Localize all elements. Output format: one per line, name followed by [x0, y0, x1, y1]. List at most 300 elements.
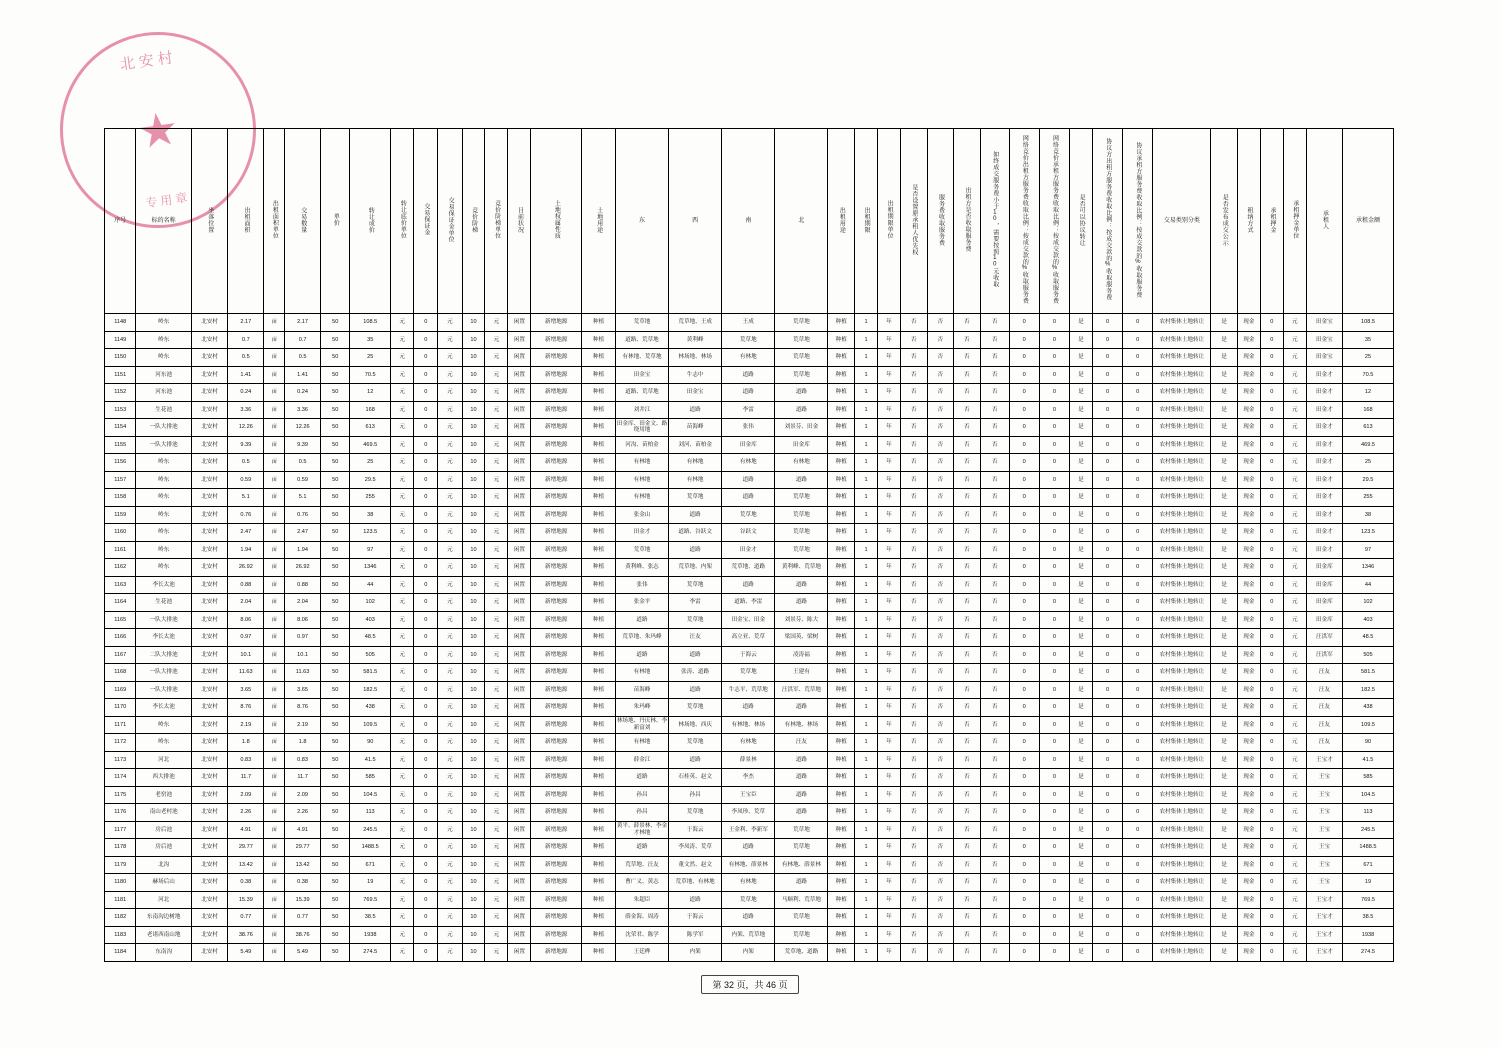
- cell-lease_term: 1: [855, 926, 878, 944]
- land-lease-table-wrapper: [104, 128, 1394, 962]
- cell-agree_lessee_ratio: 0: [1123, 646, 1153, 664]
- cell-east: 孙昌: [615, 786, 668, 804]
- cell-bid_step_unit: 元: [485, 454, 508, 472]
- cell-deposit_amt_unit: 元: [1283, 489, 1306, 507]
- cell-trade_qty: 3.36: [284, 401, 320, 419]
- cell-bid_step_unit: 元: [485, 436, 508, 454]
- cell-land_use: 种植: [582, 419, 616, 437]
- cell-north: 道路: [775, 576, 828, 594]
- cell-seq: 1153: [105, 401, 136, 419]
- cell-deposit_amt: 0: [1260, 891, 1283, 909]
- cell-agree_lessee_ratio: 0: [1123, 664, 1153, 682]
- cell-service_fee: 否: [927, 839, 954, 857]
- cell-priority: 否: [900, 384, 927, 402]
- cell-publicity: 是: [1211, 366, 1238, 384]
- cell-deposit: 0: [414, 664, 438, 682]
- cell-south: 有林地: [722, 874, 775, 892]
- cell-name: 李长太池: [136, 629, 192, 647]
- cell-can_transfer: 是: [1070, 489, 1093, 507]
- cell-net_bid_lessor_ratio: 0: [1009, 839, 1039, 857]
- cell-final_fee: 否: [980, 909, 1009, 927]
- cell-net_bid_lessee_ratio: 0: [1039, 331, 1069, 349]
- cell-bid_step: 10: [462, 559, 485, 577]
- cell-current_status: 闲置: [508, 856, 531, 874]
- cell-lessor_fee: 否: [954, 436, 981, 454]
- cell-deposit_amt_unit: 元: [1283, 891, 1306, 909]
- cell-transfer_price: 104.5: [350, 786, 391, 804]
- cell-can_transfer: 是: [1070, 856, 1093, 874]
- cell-final_fee: 否: [980, 734, 1009, 752]
- cell-bid_step_unit: 元: [485, 664, 508, 682]
- cell-south: 荒草地: [722, 891, 775, 909]
- cell-net_bid_lessor_ratio: 0: [1009, 891, 1039, 909]
- cell-transfer_price_unit: 元: [391, 594, 414, 612]
- cell-name: 老诸西南山地: [136, 926, 192, 944]
- cell-trade_qty: 0.83: [284, 751, 320, 769]
- cell-pay_method: 现金: [1237, 419, 1260, 437]
- cell-transfer_price: 438: [350, 699, 391, 717]
- cell-lease_term: 1: [855, 891, 878, 909]
- table-row: [105, 769, 1394, 787]
- cell-deposit_unit: 元: [438, 699, 462, 717]
- cell-east: 苗海峰: [615, 681, 668, 699]
- cell-bid_step_unit: 元: [485, 489, 508, 507]
- col-header-label: 南: [745, 217, 752, 224]
- cell-lessor_fee: 否: [954, 331, 981, 349]
- cell-lease_use: 种植: [828, 576, 855, 594]
- cell-net_bid_lessor_ratio: 0: [1009, 804, 1039, 822]
- cell-lessee: 田金库: [1306, 611, 1342, 629]
- col-header-label: 出租用途: [838, 206, 845, 233]
- cell-deposit: 0: [414, 751, 438, 769]
- cell-deposit_unit: 元: [438, 419, 462, 437]
- cell-transfer_price: 97: [350, 541, 391, 559]
- cell-net_bid_lessee_ratio: 0: [1039, 576, 1069, 594]
- table-row: [105, 349, 1394, 367]
- col-header-can_transfer: [1070, 129, 1093, 314]
- cell-area: 2.04: [228, 594, 264, 612]
- cell-transfer_price_unit: 元: [391, 646, 414, 664]
- cell-trade_qty: 11.63: [284, 664, 320, 682]
- cell-current_status: 闲置: [508, 541, 531, 559]
- cell-land_right: 新增地源: [531, 349, 582, 367]
- cell-area: 8.76: [228, 699, 264, 717]
- cell-deposit_amt_unit: 元: [1283, 419, 1306, 437]
- cell-north: 道路: [775, 804, 828, 822]
- cell-south: 有林地: [722, 734, 775, 752]
- cell-area_unit: 亩: [264, 646, 285, 664]
- cell-location: 北安村: [191, 681, 227, 699]
- cell-transfer_price_unit: 元: [391, 436, 414, 454]
- cell-south: 高立亚、荒草: [722, 629, 775, 647]
- cell-area: 2.09: [228, 786, 264, 804]
- seal-top-text: 北安村: [119, 49, 178, 74]
- cell-seq: 1151: [105, 366, 136, 384]
- cell-unit_price: 50: [321, 524, 350, 542]
- cell-land_right: 新增地源: [531, 909, 582, 927]
- cell-pay_method: 现金: [1237, 401, 1260, 419]
- cell-final_fee: 否: [980, 874, 1009, 892]
- cell-agree_lessor_ratio: 0: [1092, 699, 1122, 717]
- cell-trade_type: 农村集体土地转让: [1153, 314, 1211, 332]
- cell-service_fee: 否: [927, 681, 954, 699]
- cell-lease_term_unit: 年: [878, 716, 901, 734]
- cell-lease_use: 种植: [828, 629, 855, 647]
- cell-priority: 否: [900, 366, 927, 384]
- cell-net_bid_lessor_ratio: 0: [1009, 524, 1039, 542]
- cell-deposit_amt_unit: 元: [1283, 576, 1306, 594]
- cell-deposit: 0: [414, 436, 438, 454]
- cell-lessee: 王宝才: [1306, 891, 1342, 909]
- cell-deposit_amt_unit: 元: [1283, 454, 1306, 472]
- cell-area: 2.26: [228, 804, 264, 822]
- cell-land_right: 新增地源: [531, 664, 582, 682]
- cell-bid_step_unit: 元: [485, 471, 508, 489]
- cell-deposit_amt: 0: [1260, 909, 1283, 927]
- cell-north: 荒草地: [775, 839, 828, 857]
- cell-lessor_fee: 否: [954, 384, 981, 402]
- cell-seq: 1154: [105, 419, 136, 437]
- cell-lessor_fee: 否: [954, 419, 981, 437]
- cell-bid_step: 10: [462, 314, 485, 332]
- cell-deposit_unit: 元: [438, 594, 462, 612]
- cell-lease_term_unit: 年: [878, 751, 901, 769]
- cell-name: 西大排池: [136, 769, 192, 787]
- cell-transfer_price_unit: 元: [391, 559, 414, 577]
- cell-transfer_price: 108.5: [350, 314, 391, 332]
- cell-pay_method: 现金: [1237, 856, 1260, 874]
- cell-can_transfer: 是: [1070, 891, 1093, 909]
- cell-deposit: 0: [414, 611, 438, 629]
- cell-pay_method: 现金: [1237, 454, 1260, 472]
- cell-west: 道路、谷跃文: [669, 524, 722, 542]
- cell-transfer_price_unit: 元: [391, 751, 414, 769]
- cell-land_use: 种植: [582, 506, 616, 524]
- cell-area: 3.36: [228, 401, 264, 419]
- cell-service_fee: 否: [927, 331, 954, 349]
- cell-name: 岭东: [136, 524, 192, 542]
- cell-south: 荒草地: [722, 331, 775, 349]
- cell-north: 有林地: [775, 454, 828, 472]
- cell-lessee: 田金库: [1306, 594, 1342, 612]
- cell-lessee: 田金才: [1306, 524, 1342, 542]
- cell-service_fee: 否: [927, 926, 954, 944]
- cell-land_right: 新增地源: [531, 559, 582, 577]
- cell-transfer_price_unit: 元: [391, 821, 414, 839]
- cell-bid_step: 10: [462, 646, 485, 664]
- cell-priority: 否: [900, 524, 927, 542]
- cell-pay_method: 现金: [1237, 436, 1260, 454]
- cell-north: 马顺利、荒草地: [775, 891, 828, 909]
- cell-final_fee: 否: [980, 821, 1009, 839]
- cell-seq: 1165: [105, 611, 136, 629]
- cell-unit_price: 50: [321, 646, 350, 664]
- col-header-unit_price: [321, 129, 350, 314]
- cell-bid_step: 10: [462, 664, 485, 682]
- cell-west: 黄利峰: [669, 331, 722, 349]
- cell-net_bid_lessor_ratio: 0: [1009, 944, 1039, 962]
- cell-north: 荒草地、道路: [775, 944, 828, 962]
- cell-unit_price: 50: [321, 594, 350, 612]
- cell-south: 李凤珍、荒草: [722, 804, 775, 822]
- cell-publicity: 是: [1211, 576, 1238, 594]
- col-header-label: 出租方是否收取服务费: [964, 187, 970, 253]
- table-row: [105, 874, 1394, 892]
- cell-pay_method: 现金: [1237, 506, 1260, 524]
- cell-lease_use: 种植: [828, 839, 855, 857]
- cell-agree_lessee_ratio: 0: [1123, 559, 1153, 577]
- cell-south: 道路: [722, 576, 775, 594]
- cell-bid_step_unit: 元: [485, 629, 508, 647]
- col-header-transfer_price_unit: [391, 129, 414, 314]
- cell-publicity: 是: [1211, 611, 1238, 629]
- cell-final_fee: 否: [980, 804, 1009, 822]
- cell-agree_lessee_ratio: 0: [1123, 944, 1153, 962]
- cell-service_fee: 否: [927, 821, 954, 839]
- cell-deposit: 0: [414, 769, 438, 787]
- cell-deposit_amt: 0: [1260, 611, 1283, 629]
- cell-north: 有林地、林场: [775, 716, 828, 734]
- cell-lease_term_unit: 年: [878, 804, 901, 822]
- cell-deposit_unit: 元: [438, 716, 462, 734]
- cell-land_use: 种植: [582, 786, 616, 804]
- cell-land_use: 种植: [582, 331, 616, 349]
- star-icon: ★: [133, 101, 183, 159]
- cell-location: 北安村: [191, 401, 227, 419]
- cell-deposit: 0: [414, 681, 438, 699]
- col-header-label: 租纳方式: [1246, 206, 1252, 233]
- cell-deposit: 0: [414, 419, 438, 437]
- cell-lease_amount: 505: [1342, 646, 1393, 664]
- cell-trade_type: 农村集体土地转让: [1153, 751, 1211, 769]
- cell-north: 凌涛福: [775, 646, 828, 664]
- cell-net_bid_lessor_ratio: 0: [1009, 349, 1039, 367]
- cell-lease_amount: 769.5: [1342, 891, 1393, 909]
- col-header-land_use: [582, 129, 616, 314]
- cell-service_fee: 否: [927, 419, 954, 437]
- cell-bid_step: 10: [462, 681, 485, 699]
- cell-pay_method: 现金: [1237, 681, 1260, 699]
- cell-service_fee: 否: [927, 769, 954, 787]
- cell-land_right: 新增地源: [531, 646, 582, 664]
- cell-location: 北安村: [191, 541, 227, 559]
- cell-current_status: 闲置: [508, 559, 531, 577]
- cell-current_status: 闲置: [508, 436, 531, 454]
- cell-lease_term_unit: 年: [878, 611, 901, 629]
- cell-lease_term_unit: 年: [878, 856, 901, 874]
- cell-area_unit: 亩: [264, 384, 285, 402]
- cell-land_right: 新增地源: [531, 401, 582, 419]
- table-row: [105, 751, 1394, 769]
- cell-final_fee: 否: [980, 524, 1009, 542]
- cell-current_status: 闲置: [508, 331, 531, 349]
- cell-lease_term: 1: [855, 419, 878, 437]
- cell-land_use: 种植: [582, 401, 616, 419]
- cell-net_bid_lessor_ratio: 0: [1009, 769, 1039, 787]
- cell-agree_lessee_ratio: 0: [1123, 804, 1153, 822]
- col-header-label: 单价: [332, 213, 339, 227]
- cell-location: 北安村: [191, 436, 227, 454]
- col-header-label: 交易数量: [299, 206, 306, 233]
- cell-lessor_fee: 否: [954, 786, 981, 804]
- cell-north: 荒草地: [775, 489, 828, 507]
- cell-priority: 否: [900, 699, 927, 717]
- cell-east: 王廷桦: [615, 944, 668, 962]
- cell-deposit: 0: [414, 646, 438, 664]
- cell-agree_lessor_ratio: 0: [1092, 331, 1122, 349]
- cell-lease_term_unit: 年: [878, 331, 901, 349]
- cell-agree_lessor_ratio: 0: [1092, 471, 1122, 489]
- col-header-label: 目前状况: [516, 206, 523, 233]
- cell-west: 石桂英、赵文: [669, 769, 722, 787]
- cell-service_fee: 否: [927, 436, 954, 454]
- cell-publicity: 是: [1211, 646, 1238, 664]
- cell-deposit: 0: [414, 524, 438, 542]
- cell-service_fee: 否: [927, 944, 954, 962]
- cell-name: 岭东: [136, 541, 192, 559]
- cell-north: 道路: [775, 699, 828, 717]
- cell-deposit_amt_unit: 元: [1283, 594, 1306, 612]
- col-header-net_bid_lessee_ratio: [1039, 129, 1069, 314]
- cell-area_unit: 亩: [264, 734, 285, 752]
- cell-lease_term_unit: 年: [878, 366, 901, 384]
- cell-current_status: 闲置: [508, 471, 531, 489]
- cell-trade_qty: 15.39: [284, 891, 320, 909]
- cell-publicity: 是: [1211, 821, 1238, 839]
- cell-net_bid_lessor_ratio: 0: [1009, 489, 1039, 507]
- cell-area: 4.91: [228, 821, 264, 839]
- cell-name: 房后池: [136, 821, 192, 839]
- cell-deposit_amt: 0: [1260, 541, 1283, 559]
- cell-trade_type: 农村集体土地转让: [1153, 331, 1211, 349]
- cell-net_bid_lessor_ratio: 0: [1009, 681, 1039, 699]
- cell-land_use: 种植: [582, 471, 616, 489]
- cell-south: 李杰: [722, 769, 775, 787]
- cell-north: 道路: [775, 384, 828, 402]
- cell-bid_step: 10: [462, 366, 485, 384]
- cell-location: 北安村: [191, 384, 227, 402]
- cell-lease_amount: 38.5: [1342, 909, 1393, 927]
- cell-lessee: 田金宝: [1306, 314, 1342, 332]
- cell-deposit_amt: 0: [1260, 489, 1283, 507]
- cell-agree_lessor_ratio: 0: [1092, 524, 1122, 542]
- cell-bid_step_unit: 元: [485, 419, 508, 437]
- cell-deposit_amt: 0: [1260, 734, 1283, 752]
- cell-agree_lessee_ratio: 0: [1123, 349, 1153, 367]
- cell-agree_lessee_ratio: 0: [1123, 681, 1153, 699]
- cell-trade_qty: 38.76: [284, 926, 320, 944]
- cell-lease_term_unit: 年: [878, 576, 901, 594]
- cell-north: 荒草地: [775, 349, 828, 367]
- col-header-lease_use: [828, 129, 855, 314]
- cell-north: 道路: [775, 471, 828, 489]
- cell-seq: 1158: [105, 489, 136, 507]
- cell-lease_use: 种植: [828, 349, 855, 367]
- table-row: [105, 839, 1394, 857]
- cell-deposit_unit: 元: [438, 786, 462, 804]
- cell-service_fee: 否: [927, 891, 954, 909]
- cell-final_fee: 否: [980, 454, 1009, 472]
- cell-net_bid_lessee_ratio: 0: [1039, 664, 1069, 682]
- cell-area_unit: 亩: [264, 489, 285, 507]
- cell-service_fee: 否: [927, 594, 954, 612]
- cell-land_use: 种植: [582, 664, 616, 682]
- cell-priority: 否: [900, 944, 927, 962]
- cell-deposit: 0: [414, 331, 438, 349]
- cell-current_status: 闲置: [508, 524, 531, 542]
- cell-west: 道路: [669, 891, 722, 909]
- cell-west: 汪友: [669, 629, 722, 647]
- cell-name: 河北: [136, 891, 192, 909]
- cell-deposit_amt_unit: 元: [1283, 436, 1306, 454]
- cell-publicity: 是: [1211, 349, 1238, 367]
- cell-bid_step_unit: 元: [485, 926, 508, 944]
- cell-final_fee: 否: [980, 611, 1009, 629]
- cell-service_fee: 否: [927, 541, 954, 559]
- cell-transfer_price: 29.5: [350, 471, 391, 489]
- col-header-label: 承租押金: [1268, 206, 1275, 233]
- cell-deposit: 0: [414, 786, 438, 804]
- cell-transfer_price_unit: 元: [391, 419, 414, 437]
- cell-seq: 1164: [105, 594, 136, 612]
- cell-lessor_fee: 否: [954, 594, 981, 612]
- cell-deposit_unit: 元: [438, 926, 462, 944]
- cell-trade_qty: 5.1: [284, 489, 320, 507]
- cell-north: 刘景芬、田金: [775, 419, 828, 437]
- cell-lessee: 田金库: [1306, 559, 1342, 577]
- cell-publicity: 是: [1211, 559, 1238, 577]
- cell-unit_price: 50: [321, 629, 350, 647]
- cell-land_use: 种植: [582, 629, 616, 647]
- col-header-label: 承租人: [1321, 209, 1328, 230]
- cell-lessee: 王宝才: [1306, 926, 1342, 944]
- cell-deposit_amt: 0: [1260, 524, 1283, 542]
- cell-unit_price: 50: [321, 541, 350, 559]
- cell-lease_term_unit: 年: [878, 909, 901, 927]
- cell-agree_lessee_ratio: 0: [1123, 471, 1153, 489]
- cell-area: 0.88: [228, 576, 264, 594]
- cell-pay_method: 现金: [1237, 804, 1260, 822]
- table-row: [105, 926, 1394, 944]
- cell-publicity: 是: [1211, 436, 1238, 454]
- col-header-deposit_amt_unit: [1283, 129, 1306, 314]
- cell-can_transfer: 是: [1070, 331, 1093, 349]
- cell-final_fee: 否: [980, 699, 1009, 717]
- cell-lease_use: 种植: [828, 909, 855, 927]
- cell-deposit: 0: [414, 699, 438, 717]
- cell-area_unit: 亩: [264, 436, 285, 454]
- cell-east: 曹广义、黄志: [615, 874, 668, 892]
- cell-lease_term: 1: [855, 436, 878, 454]
- cell-current_status: 闲置: [508, 944, 531, 962]
- cell-south: 有林地: [722, 349, 775, 367]
- cell-trade_qty: 0.7: [284, 331, 320, 349]
- table-row: [105, 734, 1394, 752]
- cell-deposit: 0: [414, 349, 438, 367]
- cell-transfer_price: 505: [350, 646, 391, 664]
- cell-trade_qty: 2.09: [284, 786, 320, 804]
- cell-east: 有林地: [615, 734, 668, 752]
- cell-publicity: 是: [1211, 944, 1238, 962]
- cell-current_status: 闲置: [508, 699, 531, 717]
- cell-pay_method: 现金: [1237, 646, 1260, 664]
- cell-area_unit: 亩: [264, 804, 285, 822]
- cell-west: 李凤涛、荒草: [669, 839, 722, 857]
- cell-unit_price: 50: [321, 506, 350, 524]
- cell-trade_type: 农村集体土地转让: [1153, 489, 1211, 507]
- cell-deposit_amt_unit: 元: [1283, 524, 1306, 542]
- cell-deposit_amt_unit: 元: [1283, 349, 1306, 367]
